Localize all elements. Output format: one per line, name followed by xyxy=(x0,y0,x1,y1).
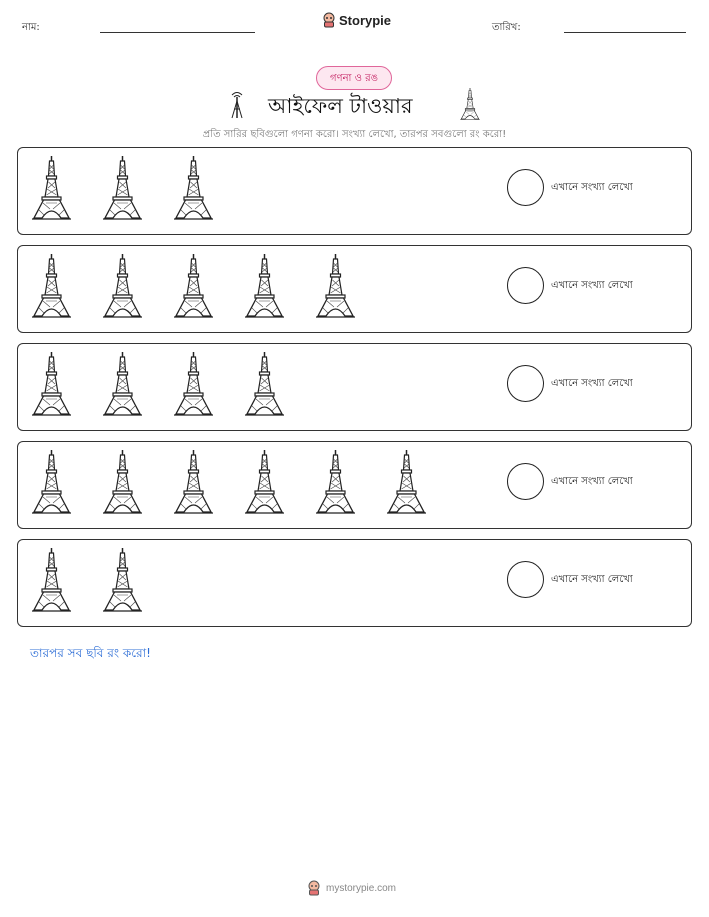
eiffel-tower-icon xyxy=(101,156,144,220)
eiffel-tower-icon xyxy=(385,450,428,514)
footer-instruction: তারপর সব ছবি রং করো! xyxy=(30,646,151,660)
eiffel-tower-icon xyxy=(314,450,357,514)
counting-row xyxy=(17,539,692,627)
date-label: তারিখ: xyxy=(492,22,521,33)
tower-group xyxy=(30,548,144,612)
title-row xyxy=(0,88,709,124)
counting-row xyxy=(17,343,692,431)
brand-name: Storypie xyxy=(339,12,392,28)
counting-row xyxy=(17,147,692,235)
eiffel-tower-icon xyxy=(101,352,144,416)
date-line[interactable] xyxy=(564,32,686,33)
eiffel-tower-icon xyxy=(101,254,144,318)
worksheet-header xyxy=(0,0,709,40)
topic-badge: গণনা ও রঙ xyxy=(316,66,392,90)
answer-circle[interactable] xyxy=(507,267,544,304)
eiffel-tower-icon xyxy=(30,156,73,220)
eiffel-tower-icon xyxy=(243,254,286,318)
tower-group xyxy=(30,352,286,416)
eiffel-tower-icon xyxy=(30,548,73,612)
name-line[interactable] xyxy=(100,32,255,33)
eiffel-tower-icon xyxy=(30,352,73,416)
eiffel-tower-icon xyxy=(243,352,286,416)
tower-group xyxy=(30,156,215,220)
eiffel-tower-icon xyxy=(172,254,215,318)
footer-url: mystorypie.com xyxy=(326,882,397,894)
answer-circle[interactable] xyxy=(507,169,544,206)
name-label: নাম: xyxy=(22,22,40,33)
answer-label: এখানে সংখ্যা লেখো xyxy=(551,476,633,487)
antenna-icon xyxy=(229,91,245,119)
footer-brand xyxy=(307,880,396,896)
eiffel-tower-icon xyxy=(172,352,215,416)
answer-circle[interactable] xyxy=(507,463,544,500)
eiffel-tower-icon xyxy=(30,450,73,514)
eiffel-tower-icon xyxy=(243,450,286,514)
eiffel-tower-icon xyxy=(459,88,481,120)
answer-label: এখানে সংখ্যা লেখো xyxy=(551,574,633,585)
instructions-text: প্রতি সারির ছবিগুলো গণনা করো। সংখ্যা লেখো, তারপর সবগুলো রং করো! xyxy=(202,129,507,140)
storypie-mascot-icon xyxy=(322,12,336,28)
counting-row xyxy=(17,245,692,333)
answer-label: এখানে সংখ্যা লেখো xyxy=(551,280,633,291)
eiffel-tower-icon xyxy=(101,548,144,612)
answer-circle[interactable] xyxy=(507,561,544,598)
eiffel-tower-icon xyxy=(101,450,144,514)
eiffel-tower-icon xyxy=(172,450,215,514)
eiffel-tower-icon xyxy=(314,254,357,318)
answer-circle[interactable] xyxy=(507,365,544,402)
counting-row xyxy=(17,441,692,529)
eiffel-tower-icon xyxy=(172,156,215,220)
counting-rows xyxy=(17,147,692,637)
tower-group xyxy=(30,254,357,318)
eiffel-tower-icon xyxy=(30,254,73,318)
page-title: আইফেল টাওয়ার xyxy=(268,94,413,118)
answer-label: এখানে সংখ্যা লেখো xyxy=(551,182,633,193)
answer-label: এখানে সংখ্যা লেখো xyxy=(551,378,633,389)
brand-logo xyxy=(322,12,391,28)
tower-group xyxy=(30,450,428,514)
storypie-mascot-icon xyxy=(307,880,321,896)
